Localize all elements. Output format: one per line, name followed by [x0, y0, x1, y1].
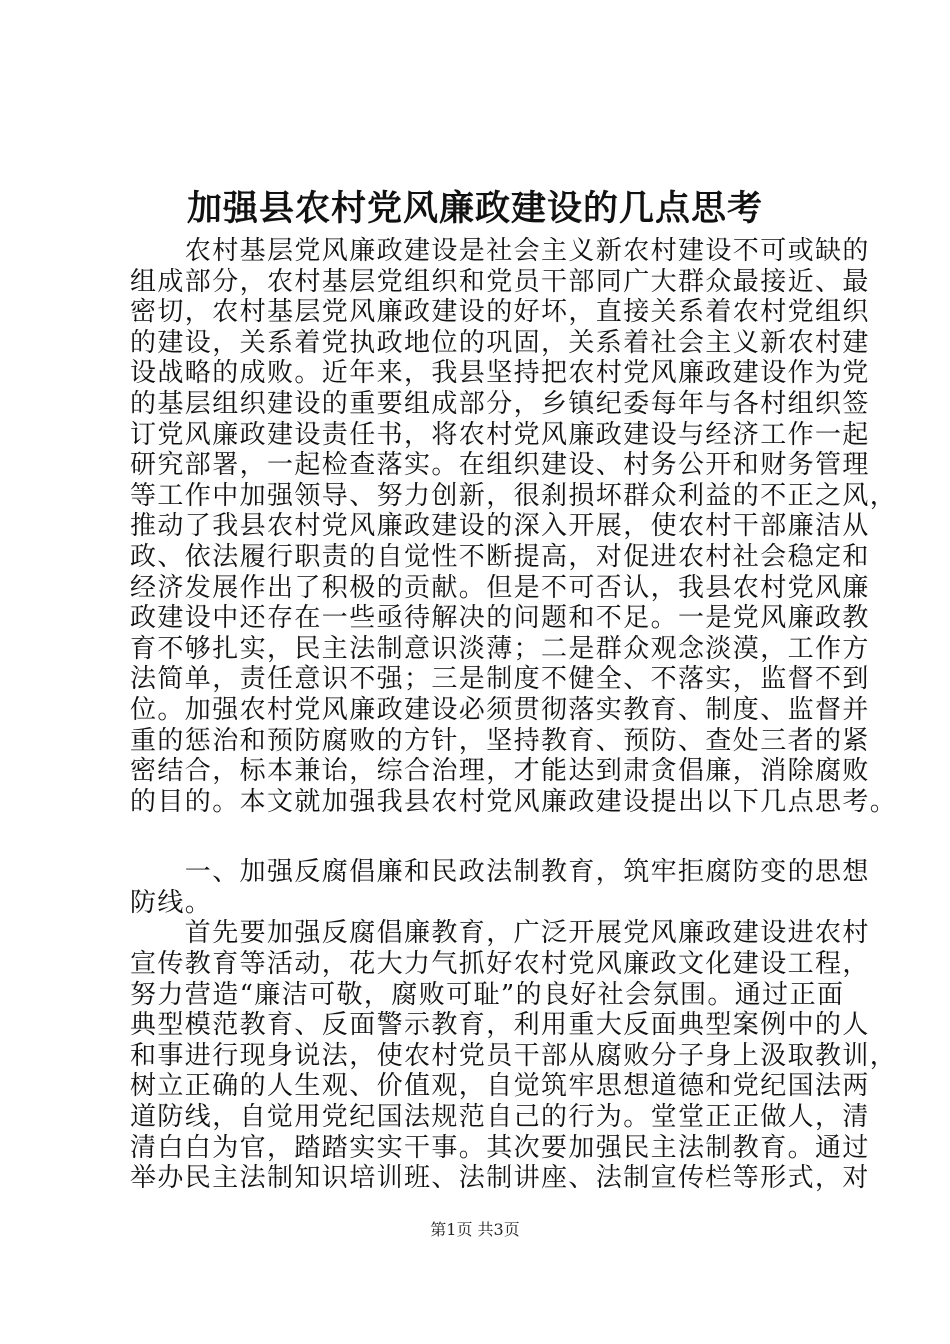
paragraph-section-1: [130, 918, 898, 1194]
text-line: 一、加强反腐倡廉和民政法制教育，筑牢拒腐防变的思想: [130, 857, 870, 888]
text-line: 道防线，自觉用党纪国法规范自己的行为。堂堂正正做人，清: [130, 1102, 870, 1133]
document-body: [130, 236, 898, 1194]
text-line: 典型模范教育、反面警示教育，利用重大反面典型案例中的人: [130, 1010, 870, 1041]
text-line: 等工作中加强领导、努力创新，很刹损坏群众利益的不正之风，: [130, 480, 898, 511]
text-line: 防线。: [130, 887, 213, 918]
text-line: 订党风廉政建设责任书，将农村党风廉政建设与经济工作一起: [130, 419, 870, 450]
text-line: 密结合，标本兼诒，综合治理，才能达到肃贪倡廉，消除腐败: [130, 756, 870, 787]
text-line: 育不够扎实，民主法制意识淡薄；二是群众观念淡漠，工作方: [130, 633, 870, 664]
text-line: 位。加强农村党风廉政建设必须贯彻落实教育、制度、监督并: [130, 694, 870, 725]
text-line: 的基层组织建设的重要组成部分，乡镇纪委每年与各村组织签: [130, 388, 870, 419]
paragraph-spacer: [130, 817, 840, 857]
text-line: 法简单，责任意识不强；三是制度不健全、不落实，监督不到: [130, 664, 870, 695]
text-line: 努力营造“廉洁可敬，腐败可耻”的良好社会氛围。通过正面: [130, 979, 845, 1010]
document-title: 加强县农村党风廉政建设的几点思考: [186, 188, 763, 229]
text-line: 经济发展作出了积极的贡献。但是不可否认，我县农村党风廉: [130, 572, 870, 603]
text-line: 举办民主法制知识培训班、法制讲座、法制宣传栏等形式，对: [130, 1163, 870, 1194]
page-footer: 第1页 共3页: [430, 1220, 520, 1239]
text-line: 推动了我县农村党风廉政建设的深入开展，使农村干部廉洁从: [130, 511, 870, 542]
text-line: 农村基层党风廉政建设是社会主义新农村建设不可或缺的: [130, 236, 870, 266]
text-line: 设战略的成败。近年来，我县坚持把农村党风廉政建设作为党: [130, 358, 870, 389]
text-line: 和事进行现身说法，使农村党员干部从腐败分子身上汲取教训，: [130, 1040, 898, 1071]
text-line: 的建设，关系着党执政地位的巩固，关系着社会主义新农村建: [130, 327, 870, 358]
text-line: 密切，农村基层党风廉政建设的好坏，直接关系着农村党组织: [130, 297, 870, 328]
text-line: 清白白为官，踏踏实实干事。其次要加强民主法制教育。通过: [130, 1132, 870, 1163]
text-line: 宣传教育等活动，花大力气抓好农村党风廉政文化建设工程，: [130, 949, 870, 980]
text-line: 重的惩治和预防腐败的方针，坚持教育、预防、查处三者的紧: [130, 725, 870, 756]
text-line: 树立正确的人生观、价值观，自觉筑牢思想道德和党纪国法两: [130, 1071, 870, 1102]
text-line: 政建设中还存在一些亟待解决的问题和不足。一是党风廉政教: [130, 603, 870, 634]
text-line: 政、依法履行职责的自觉性不断提高，对促进农村社会稳定和: [130, 541, 870, 572]
paragraph-intro: [130, 236, 898, 817]
section-heading-1: [130, 857, 870, 918]
text-line: 研究部署，一起检查落实。在组织建设、村务公开和财务管理: [130, 450, 870, 481]
text-line: 首先要加强反腐倡廉教育，广泛开展党风廉政建设进农村: [130, 918, 870, 949]
text-line: 的目的。本文就加强我县农村党风廉政建设提出以下几点思考。: [130, 786, 898, 817]
text-line: 组成部分，农村基层党组织和党员干部同广大群众最接近、最: [130, 266, 870, 297]
